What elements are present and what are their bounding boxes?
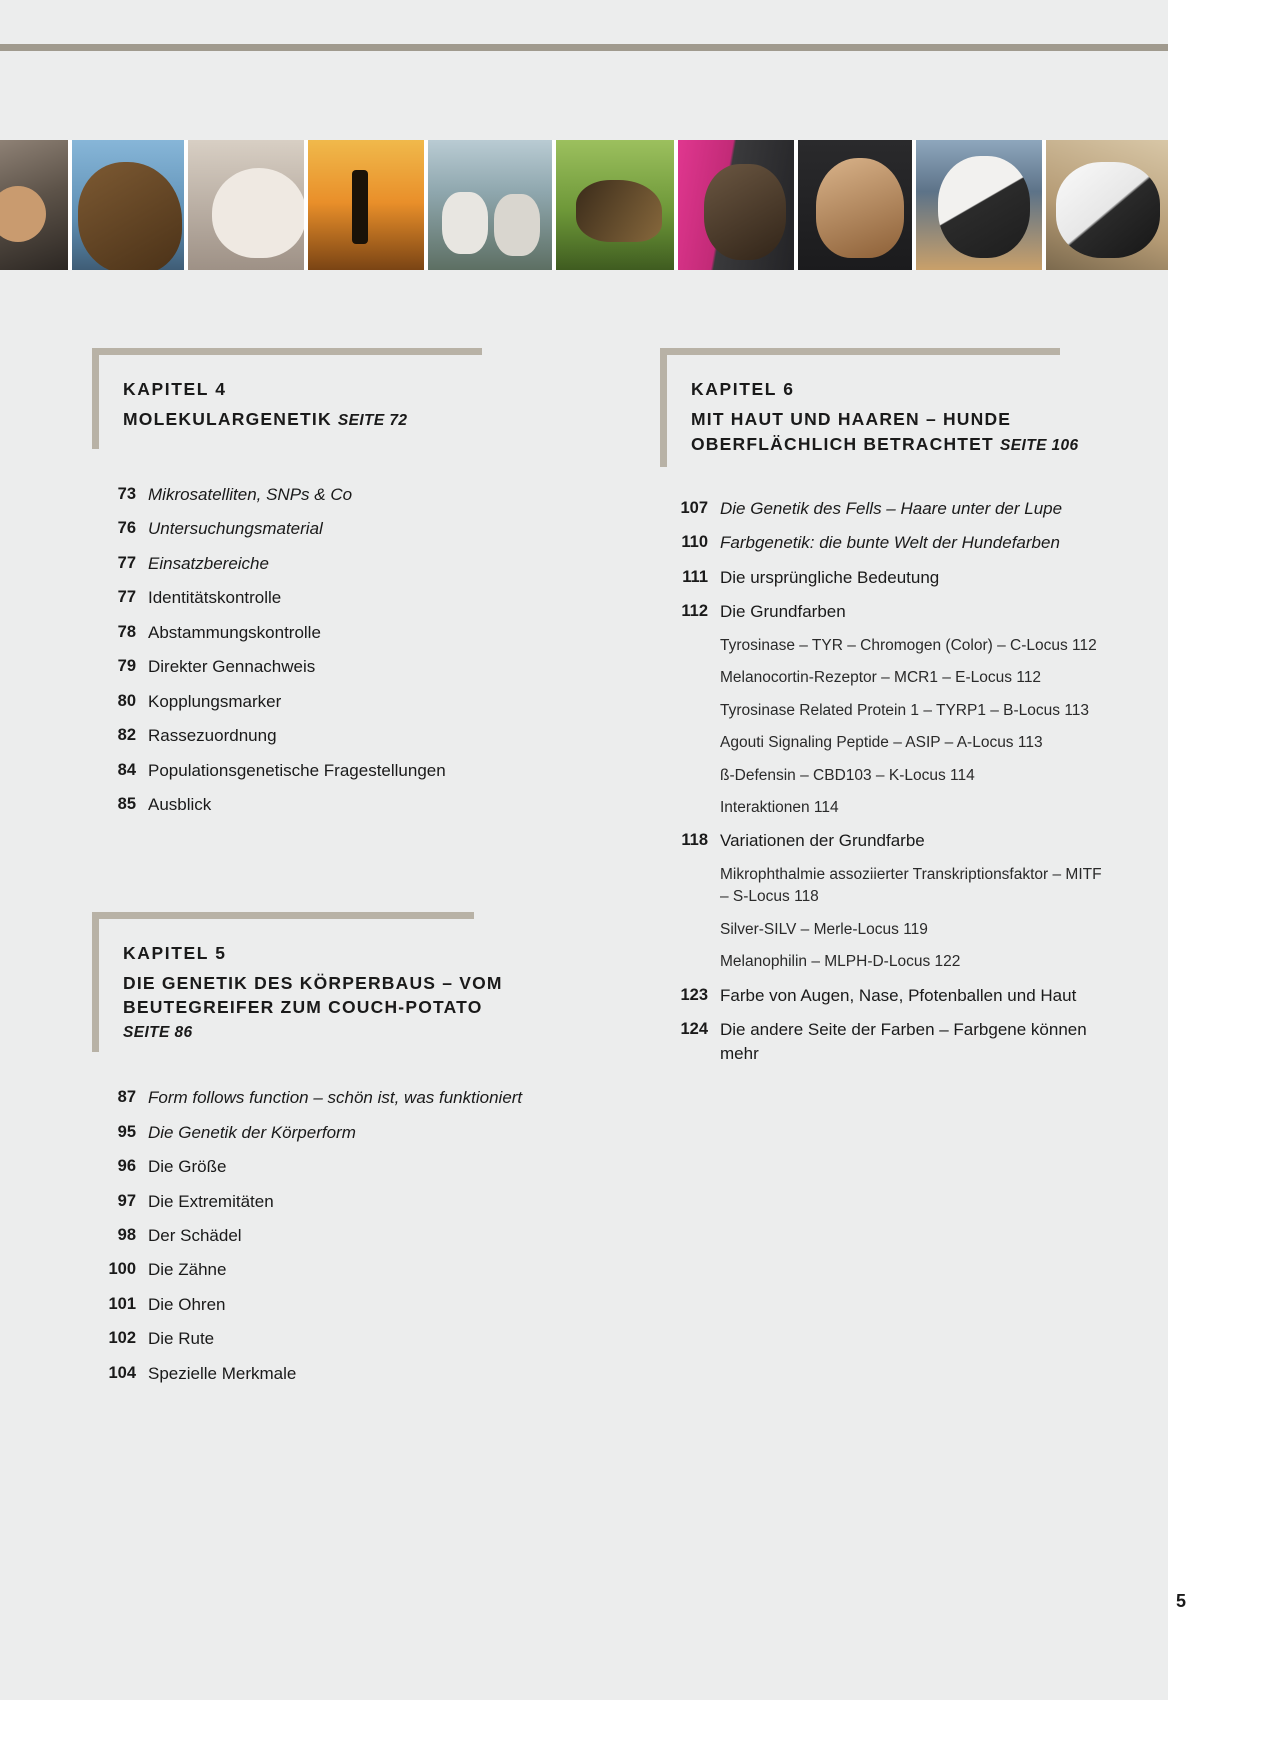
toc-entry-page: 76 xyxy=(117,519,136,538)
toc-entry-title: Der Schädel xyxy=(148,1226,242,1246)
toc-entry-page: 102 xyxy=(108,1329,136,1348)
chapter-title-text: MIT HAUT UND HAAREN – HUNDE OBERFLÄCHLICH BETRACHTET xyxy=(691,409,1012,454)
toc-list-chapter-6 xyxy=(660,497,1110,1065)
toc-entry[interactable] xyxy=(92,759,542,782)
toc-entry-title: Die Ohren xyxy=(148,1294,226,1314)
toc-entry-title: Die Zähne xyxy=(148,1260,227,1280)
toc-column-right xyxy=(660,348,1110,1076)
chapter-rule xyxy=(92,912,474,919)
toc-entry-page: 84 xyxy=(117,760,136,779)
toc-entry[interactable] xyxy=(92,1190,542,1213)
toc-entry-page: 100 xyxy=(108,1260,136,1279)
toc-entry-title: Farbgenetik: die bunte Welt der Hundefarben xyxy=(720,533,1060,553)
toc-entry[interactable] xyxy=(660,984,1110,1007)
toc-entry-page: 97 xyxy=(117,1191,136,1210)
photo-boxer-pink-background xyxy=(678,140,794,270)
toc-entry-page: 107 xyxy=(680,498,708,517)
toc-entry-page: 123 xyxy=(680,985,708,1004)
toc-entry[interactable] xyxy=(92,483,542,506)
toc-entry-title: Spezielle Merkmale xyxy=(148,1363,297,1383)
toc-entry[interactable] xyxy=(92,793,542,816)
toc-entry-page: 104 xyxy=(108,1363,136,1382)
toc-entry-page: 77 xyxy=(117,553,136,572)
toc-subentry[interactable] xyxy=(660,864,1110,909)
toc-entry-page: 82 xyxy=(117,726,136,745)
toc-entry-title: Ausblick xyxy=(148,795,212,815)
toc-entry-title: Variationen der Grundfarbe xyxy=(720,831,925,851)
toc-entry-title: Melanocortin-Rezeptor – MCR1 – E-Locus 112 xyxy=(720,669,1042,687)
toc-entry-page: 111 xyxy=(682,567,708,586)
chapter-title-text: MOLEKULARGENETIK xyxy=(123,409,332,429)
toc-entry-page: 77 xyxy=(117,588,136,607)
toc-entry-page: 112 xyxy=(681,602,708,621)
toc-entry[interactable] xyxy=(660,1018,1110,1065)
toc-entry-page: 101 xyxy=(108,1294,136,1313)
chapter-block-4 xyxy=(92,348,542,449)
toc-subentry[interactable] xyxy=(660,635,1110,657)
chapter-page-ref: SEITE 86 xyxy=(123,1024,193,1042)
toc-entry-title: Kopplungsmarker xyxy=(148,691,282,711)
toc-entry-title: Farbe von Augen, Nase, Pfotenballen und Haut xyxy=(720,985,1077,1005)
toc-entry[interactable] xyxy=(660,497,1110,520)
chapter-title xyxy=(691,407,1110,457)
toc-column-left xyxy=(92,348,542,1396)
chapter-title-text: DIE GENETIK DES KÖRPERBAUS – VOM BEUTEGREIFER ZUM COUCH-POTATO xyxy=(123,972,503,1018)
toc-list-chapter-5 xyxy=(92,1086,542,1385)
toc-entry-title: Die Grundfarben xyxy=(720,602,846,622)
page-number: 5 xyxy=(1175,1591,1186,1611)
toc-entry-title: Silver-SILV – Merle-Locus 119 xyxy=(720,920,928,938)
toc-entry-page: 80 xyxy=(117,691,136,710)
toc-subentry[interactable] xyxy=(660,797,1110,819)
toc-subentry[interactable] xyxy=(660,732,1110,754)
toc-entry-page: 95 xyxy=(117,1122,136,1141)
chapter-page-ref: SEITE 106 xyxy=(1000,436,1079,454)
chapter-kapitel-label: KAPITEL 4 xyxy=(123,379,227,399)
toc-entry[interactable] xyxy=(92,690,542,713)
toc-entry[interactable] xyxy=(92,1224,542,1247)
toc-entry[interactable] xyxy=(92,1121,542,1144)
toc-subentry[interactable] xyxy=(660,951,1110,973)
toc-entry[interactable] xyxy=(92,655,542,678)
photo-german-shepherd xyxy=(556,140,674,270)
toc-entry-page: 73 xyxy=(117,485,136,503)
chapter-title xyxy=(123,971,542,1021)
toc-entry[interactable] xyxy=(92,1258,542,1281)
toc-entry-title: Direkter Gennachweis xyxy=(148,657,316,677)
toc-entry-title: Form follows function – schön ist, was funktioniert xyxy=(148,1088,523,1108)
toc-entry-page: 98 xyxy=(117,1226,136,1245)
toc-entry[interactable] xyxy=(92,1362,542,1385)
toc-entry-title: Mikrophthalmie assoziierter Transkriptionsfaktor – MITF – S-Locus 118 xyxy=(720,865,1102,906)
toc-entry[interactable] xyxy=(92,1086,542,1109)
toc-entry-title: Abstammungskontrolle xyxy=(148,622,321,642)
toc-subentry[interactable] xyxy=(660,700,1110,722)
toc-entry[interactable] xyxy=(92,586,542,609)
toc-entry[interactable] xyxy=(660,600,1110,623)
toc-subentry[interactable] xyxy=(660,667,1110,689)
toc-entry[interactable] xyxy=(92,1293,542,1316)
toc-entry-title: Die Extremitäten xyxy=(148,1191,274,1211)
photo-terrier xyxy=(72,140,184,270)
toc-subentry[interactable] xyxy=(660,919,1110,941)
chapter-rule xyxy=(92,348,482,355)
toc-entry[interactable] xyxy=(92,621,542,644)
toc-entry-page: 79 xyxy=(117,657,136,676)
photo-border-collie-puppy xyxy=(916,140,1042,270)
toc-entry-page: 96 xyxy=(117,1157,136,1176)
toc-entry-page: 124 xyxy=(680,1020,708,1039)
chapter-block-6 xyxy=(660,348,1110,467)
toc-subentry[interactable] xyxy=(660,765,1110,787)
toc-entry-page: 85 xyxy=(117,795,136,814)
toc-entry-page: 78 xyxy=(117,622,136,641)
toc-entry-page: 118 xyxy=(681,831,708,850)
photo-dog-on-lap xyxy=(188,140,304,270)
toc-entry-title: Untersuchungsmaterial xyxy=(148,519,323,539)
toc-entry[interactable] xyxy=(92,724,542,747)
photo-hands-puppy xyxy=(0,140,68,270)
toc-entry[interactable] xyxy=(660,566,1110,589)
chapter-block-5 xyxy=(92,912,542,1053)
toc-list-chapter-4 xyxy=(92,483,542,817)
photo-hunter-silhouette-sunset xyxy=(308,140,424,270)
chapter-page-ref: SEITE 72 xyxy=(337,412,408,429)
toc-entry[interactable] xyxy=(92,552,542,575)
toc-entry[interactable] xyxy=(92,1327,542,1350)
toc-entry-page: 87 xyxy=(117,1088,136,1107)
toc-entry-title: Die andere Seite der Farben – Farbgene können mehr xyxy=(720,1020,1087,1063)
toc-entry-title: Die Genetik des Fells – Haare unter der Lupe xyxy=(720,498,1063,518)
chapter-title xyxy=(123,407,542,432)
photo-strip xyxy=(0,140,1168,270)
toc-entry-title: Populationsgenetische Fragestellungen xyxy=(148,760,446,780)
toc-entry-title: Interaktionen 114 xyxy=(720,799,839,816)
top-rule xyxy=(0,44,1168,51)
chapter-kapitel-label: KAPITEL 6 xyxy=(691,379,795,399)
toc-entry-title: Die Größe xyxy=(148,1157,227,1177)
toc-entry-title: Rassezuordnung xyxy=(148,726,277,746)
toc-entry-title: Einsatzbereiche xyxy=(148,553,269,573)
toc-entry-title: Tyrosinase – TYR – Chromogen (Color) – C-Locus 112 xyxy=(720,636,1097,654)
toc-entry-title: Identitätskontrolle xyxy=(148,588,282,608)
toc-entry-title: Die Rute xyxy=(148,1329,215,1349)
chapter-rule xyxy=(660,348,1060,355)
toc-entry-title: ß-Defensin – CBD103 – K-Locus 114 xyxy=(720,766,975,784)
chapter-kapitel-label: KAPITEL 5 xyxy=(123,942,227,963)
toc-entry[interactable] xyxy=(92,1155,542,1178)
toc-entry[interactable] xyxy=(660,531,1110,554)
toc-entry-title: Die Genetik der Körperform xyxy=(148,1122,356,1142)
toc-entry-title: Tyrosinase Related Protein 1 – TYRP1 – B-Locus 113 xyxy=(720,701,1090,719)
toc-entry-title: Die ursprüngliche Bedeutung xyxy=(720,567,940,587)
toc-entry[interactable] xyxy=(660,829,1110,852)
toc-entry[interactable] xyxy=(92,517,542,540)
toc-entry-page: 110 xyxy=(681,533,708,552)
photo-sled-dogs xyxy=(428,140,552,270)
toc-entry-title: Melanophilin – MLPH-D-Locus 122 xyxy=(720,953,961,971)
photo-podenco-portrait xyxy=(798,140,912,270)
toc-entry-title: Mikrosatelliten, SNPs & Co xyxy=(148,485,353,504)
toc-entry-title: Agouti Signaling Peptide – ASIP – A-Locus 113 xyxy=(720,734,1043,752)
photo-dog-on-wood xyxy=(1046,140,1168,270)
